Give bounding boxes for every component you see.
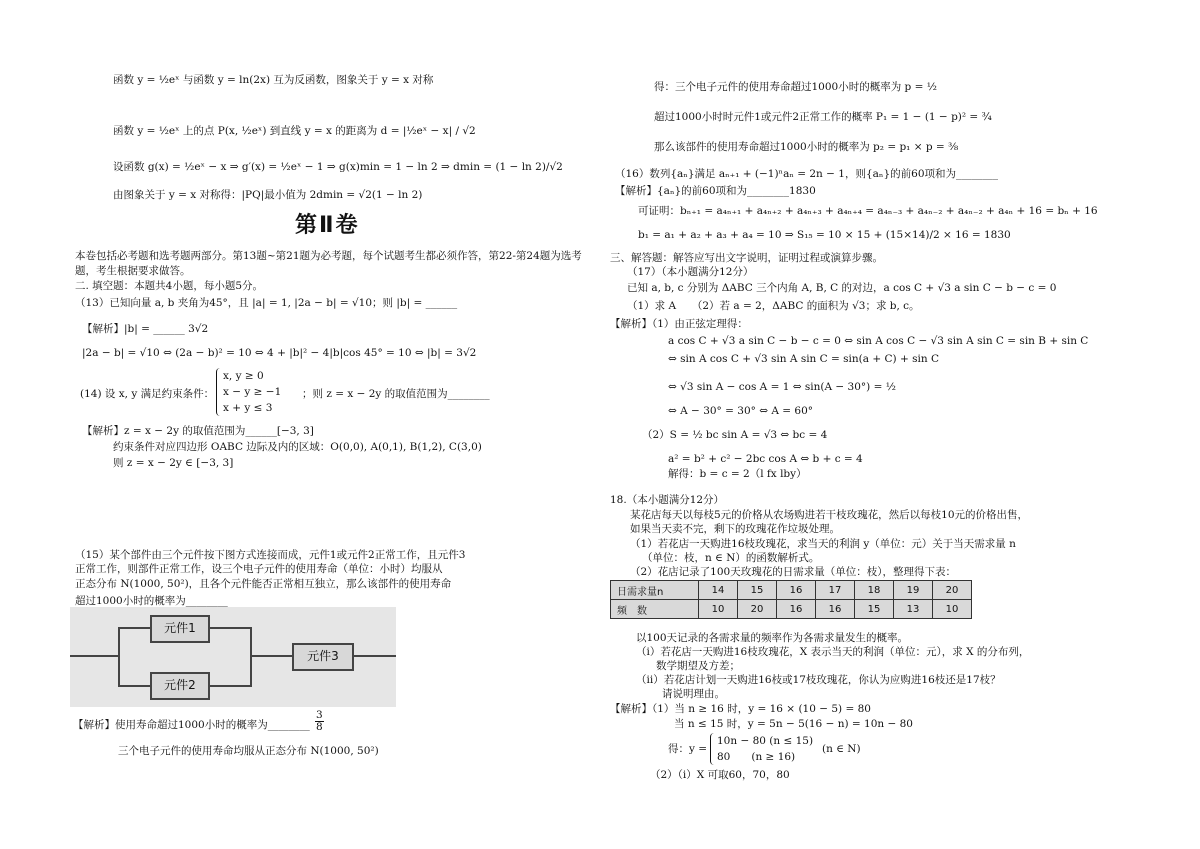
question-18-heading: 18.（本小题满分12分） xyxy=(610,494,725,506)
wire xyxy=(118,627,150,629)
question-17: （1）求 A （2）若 a = 2，ΔABC 的面积为 √3；求 b, c。 xyxy=(627,300,920,312)
solution-17: ⇔ √3 sin A − cos A = 1 ⇔ sin(A − 30°) = ½ xyxy=(668,381,896,393)
text-line: 函数 y = ½eˣ 上的点 P(x, ½eˣ) 到直线 y = x 的距离为 d = |½eˣ − x| / √2 xyxy=(113,125,476,137)
question-18: 请说明理由。 xyxy=(662,688,725,700)
question-13: （13）已知向量 a, b 夹角为45°，且 |a| = 1, |2a − b| = √10；则 |b| = ______ xyxy=(75,297,458,309)
answer-18: 得：y = xyxy=(668,743,708,755)
wire xyxy=(354,655,396,657)
section-title: 第Ⅱ卷 xyxy=(295,213,360,238)
wire xyxy=(118,685,150,687)
question-15: 正常工作，则部件正常工作，设三个电子元件的使用寿命（单位：小时）均服从 xyxy=(75,563,443,575)
fraction-numerator: 3 xyxy=(316,709,323,721)
question-14-post: ；则 z = x − 2y 的取值范围为________ xyxy=(302,388,490,400)
table-cell: 10 xyxy=(699,600,738,619)
solution-17: ⇔ A − 30° = 30° ⇔ A = 60° xyxy=(668,405,814,417)
solution-17: a² = b² + c² − 2bc cos A ⇔ b + c = 4 xyxy=(668,453,863,465)
table-cell: 16 xyxy=(777,581,816,600)
text-line: 设函数 g(x) = ½eˣ − x ⇒ g′(x) = ½eˣ − 1 ⇒ g(x)min = 1 − ln 2 ⇒ dmin = (1 − ln 2)/√2 xyxy=(113,161,563,173)
table-cell: 13 xyxy=(894,600,933,619)
solution-17: a cos C + √3 a sin C − b − c = 0 ⇔ sin A cos C − √3 sin A sin C = sin B + sin C xyxy=(668,335,1089,347)
component-3: 元件3 xyxy=(292,643,354,671)
piecewise-case: 10n − 80 (n ≤ 15) xyxy=(717,735,814,747)
table-cell: 14 xyxy=(699,581,738,600)
table-cell: 15 xyxy=(738,581,777,600)
question-18: 某花店每天以每枝5元的价格从农场购进若干枝玫瑰花，然后以每枝10元的价格出售， xyxy=(630,509,1029,521)
question-14-pre: (14) 设 x, y 满足约束条件： xyxy=(80,388,215,400)
constraint-3: x + y ≤ 3 xyxy=(223,402,273,414)
component-2: 元件2 xyxy=(150,672,210,700)
question-17: 已知 a, b, c 分别为 ΔABC 三个内角 A, B, C 的对边，a cos C + √3 a sin C − b − c = 0 xyxy=(627,282,1057,294)
question-16: （16）数列{aₙ}满足 aₙ₊₁ + (−1)ⁿaₙ = 2n − 1，则{aₙ}的前60项和为________ xyxy=(615,168,998,180)
intro-text: 题，考生根据要求做答。 xyxy=(75,265,191,277)
solution-17: （2）S = ½ bc sin A = √3 ⇔ bc = 4 xyxy=(642,429,828,441)
solution-16: 可证明：bₙ₊₁ = a₄ₙ₊₁ + a₄ₙ₊₂ + a₄ₙ₊₃ + a₄ₙ₊₄ = a₄ₙ₋₃ + a₄ₙ₋₂ + a₄ₙ₋₂ + a₄ₙ + 16 = bₙ + 16 xyxy=(638,205,1098,217)
wire xyxy=(118,627,120,687)
demand-table xyxy=(610,580,972,619)
answer-13: 【解析】|b| = ______ 3√2 xyxy=(82,323,209,335)
text-line: 函数 y = ½eˣ 与函数 y = ln(2x) 互为反函数，图象关于 y = x 对称 xyxy=(113,74,434,86)
answer-14: 【解析】z = x − 2y 的取值范围为______[−3, 3] xyxy=(82,425,314,437)
question-18: （ii）若花店计划一天购进16枝或17枝玫瑰花，你认为应购进16枝还是17枝？ xyxy=(636,674,1001,686)
answer-16: 【解析】{aₙ}的前60项和为________1830 xyxy=(615,185,816,197)
solution-17: ⇔ sin A cos C + √3 sin A sin C = sin(a + C) + sin C xyxy=(668,353,939,365)
answer-15-fraction xyxy=(313,710,326,733)
question-17-heading: （17）（本小题满分12分） xyxy=(627,266,754,278)
solution-16: b₁ = a₁ + a₂ + a₃ + a₄ = 10 ⇒ S₁₅ = 10 × 15 + (15×14)/2 × 16 = 1830 xyxy=(638,229,1011,241)
text-line: 由图象关于 y = x 对称得：|PQ|最小值为 2dmin = √2(1 − ln 2) xyxy=(113,189,423,201)
answer-18: 当 n ≤ 15 时，y = 5n − 5(16 − n) = 10n − 80 xyxy=(674,718,913,730)
table-cell: 20 xyxy=(933,581,972,600)
wire xyxy=(210,685,250,687)
solution-14: 约束条件对应四边形 OABC 边际及内的区域：O(0,0), A(0,1), B(1,2), C(3,0) xyxy=(113,441,482,453)
table-cell: 20 xyxy=(738,600,777,619)
question-18: 数学期望及方差； xyxy=(656,660,740,672)
answer-18: 【解析】（1）当 n ≥ 16 时，y = 16 × (10 − 5) = 80 xyxy=(610,703,871,715)
question-15: 正态分布 N(1000, 50²)，且各个元件能否正常相互独立，那么该部件的使用寿命 xyxy=(75,578,452,590)
solution-17: 解得：b = c = 2（l fx lby） xyxy=(668,468,807,480)
wire xyxy=(210,627,250,629)
question-18: （1）若花店一天购进16枝玫瑰花，求当天的利润 y（单位：元）关于当天需求量 n xyxy=(630,538,1016,550)
question-15: （15）某个部件由三个元件按下图方式连接而成，元件1或元件2正常工作，且元件3 xyxy=(75,549,466,561)
circuit-diagram xyxy=(70,607,396,707)
constraint-2: x − y ≥ −1 xyxy=(223,386,282,398)
table-cell: 16 xyxy=(777,600,816,619)
question-15: 超过1000小时的概率为________ xyxy=(75,595,228,607)
question-18: 如果当天卖不完，剩下的玫瑰花作垃圾处理。 xyxy=(630,523,840,535)
component-1: 元件1 xyxy=(150,615,210,643)
question-18: （2）花店记录了100天玫瑰花的日需求量（单位：枝），整理得下表： xyxy=(630,566,956,578)
answer-17: 【解析】（1）由正弦定理得： xyxy=(610,318,748,330)
piecewise-case: 80 (n ≥ 16) xyxy=(717,751,796,763)
table-cell: 16 xyxy=(816,600,855,619)
section-heading: 三、解答题：解答应写出文字说明，证明过程或演算步骤。 xyxy=(610,252,883,264)
text-line: 那么该部件的使用寿命超过1000小时的概率为 p₂ = p₁ × p = ⅜ xyxy=(654,141,959,153)
intro-text: 本卷包括必考题和选考题两部分。第13题~第21题为必考题，每个试题考生都必须作答，第22-第24题为选考 xyxy=(75,250,582,262)
answer-18: （2）（i）X 可取60，70，80 xyxy=(650,769,790,781)
fill-heading: 二. 填空题：本题共4小题，每小题5分。 xyxy=(75,280,264,292)
answer-15: 【解析】使用寿命超过1000小时的概率为________ xyxy=(73,719,310,731)
text-line: 超过1000小时时元件1或元件2正常工作的概率 P₁ = 1 − (1 − p)² = ¾ xyxy=(654,111,992,123)
table-cell: 17 xyxy=(816,581,855,600)
question-18: 以100天记录的各需求量的频率作为各需求量发生的概率。 xyxy=(636,632,909,644)
wire xyxy=(250,655,292,657)
table-cell: 19 xyxy=(894,581,933,600)
table-row xyxy=(611,600,972,619)
table-header: 频 数 xyxy=(611,600,699,619)
fraction-denominator: 8 xyxy=(316,721,323,733)
solution-15: 三个电子元件的使用寿命均服从正态分布 N(1000, 50²) xyxy=(118,745,379,757)
question-18: （i）若花店一天购进16枝玫瑰花，X 表示当天的利润（单位：元），求 X 的分布列， xyxy=(636,646,1030,658)
table-cell: 18 xyxy=(855,581,894,600)
piecewise-brace xyxy=(710,733,813,765)
table-cell: 15 xyxy=(855,600,894,619)
solution-14: 则 z = x − 2y ∈ [−3, 3] xyxy=(113,457,234,469)
table-header: 日需求量n xyxy=(611,581,699,600)
wire xyxy=(250,627,252,687)
solution-13: |2a − b| = √10 ⇔ (2a − b)² = 10 ⇔ 4 + |b|² − 4|b|cos 45° = 10 ⇔ |b| = 3√2 xyxy=(82,347,477,359)
text-line: 得：三个电子元件的使用寿命超过1000小时的概率为 p = ½ xyxy=(654,81,937,93)
table-row xyxy=(611,581,972,600)
answer-18: (n ∈ N) xyxy=(822,743,861,755)
question-18: （单位：枝，n ∈ N）的函数解析式。 xyxy=(642,552,820,564)
table-cell: 10 xyxy=(933,600,972,619)
constraint-1: x, y ≥ 0 xyxy=(223,370,264,382)
wire xyxy=(70,655,118,657)
constraint-brace xyxy=(216,368,281,416)
